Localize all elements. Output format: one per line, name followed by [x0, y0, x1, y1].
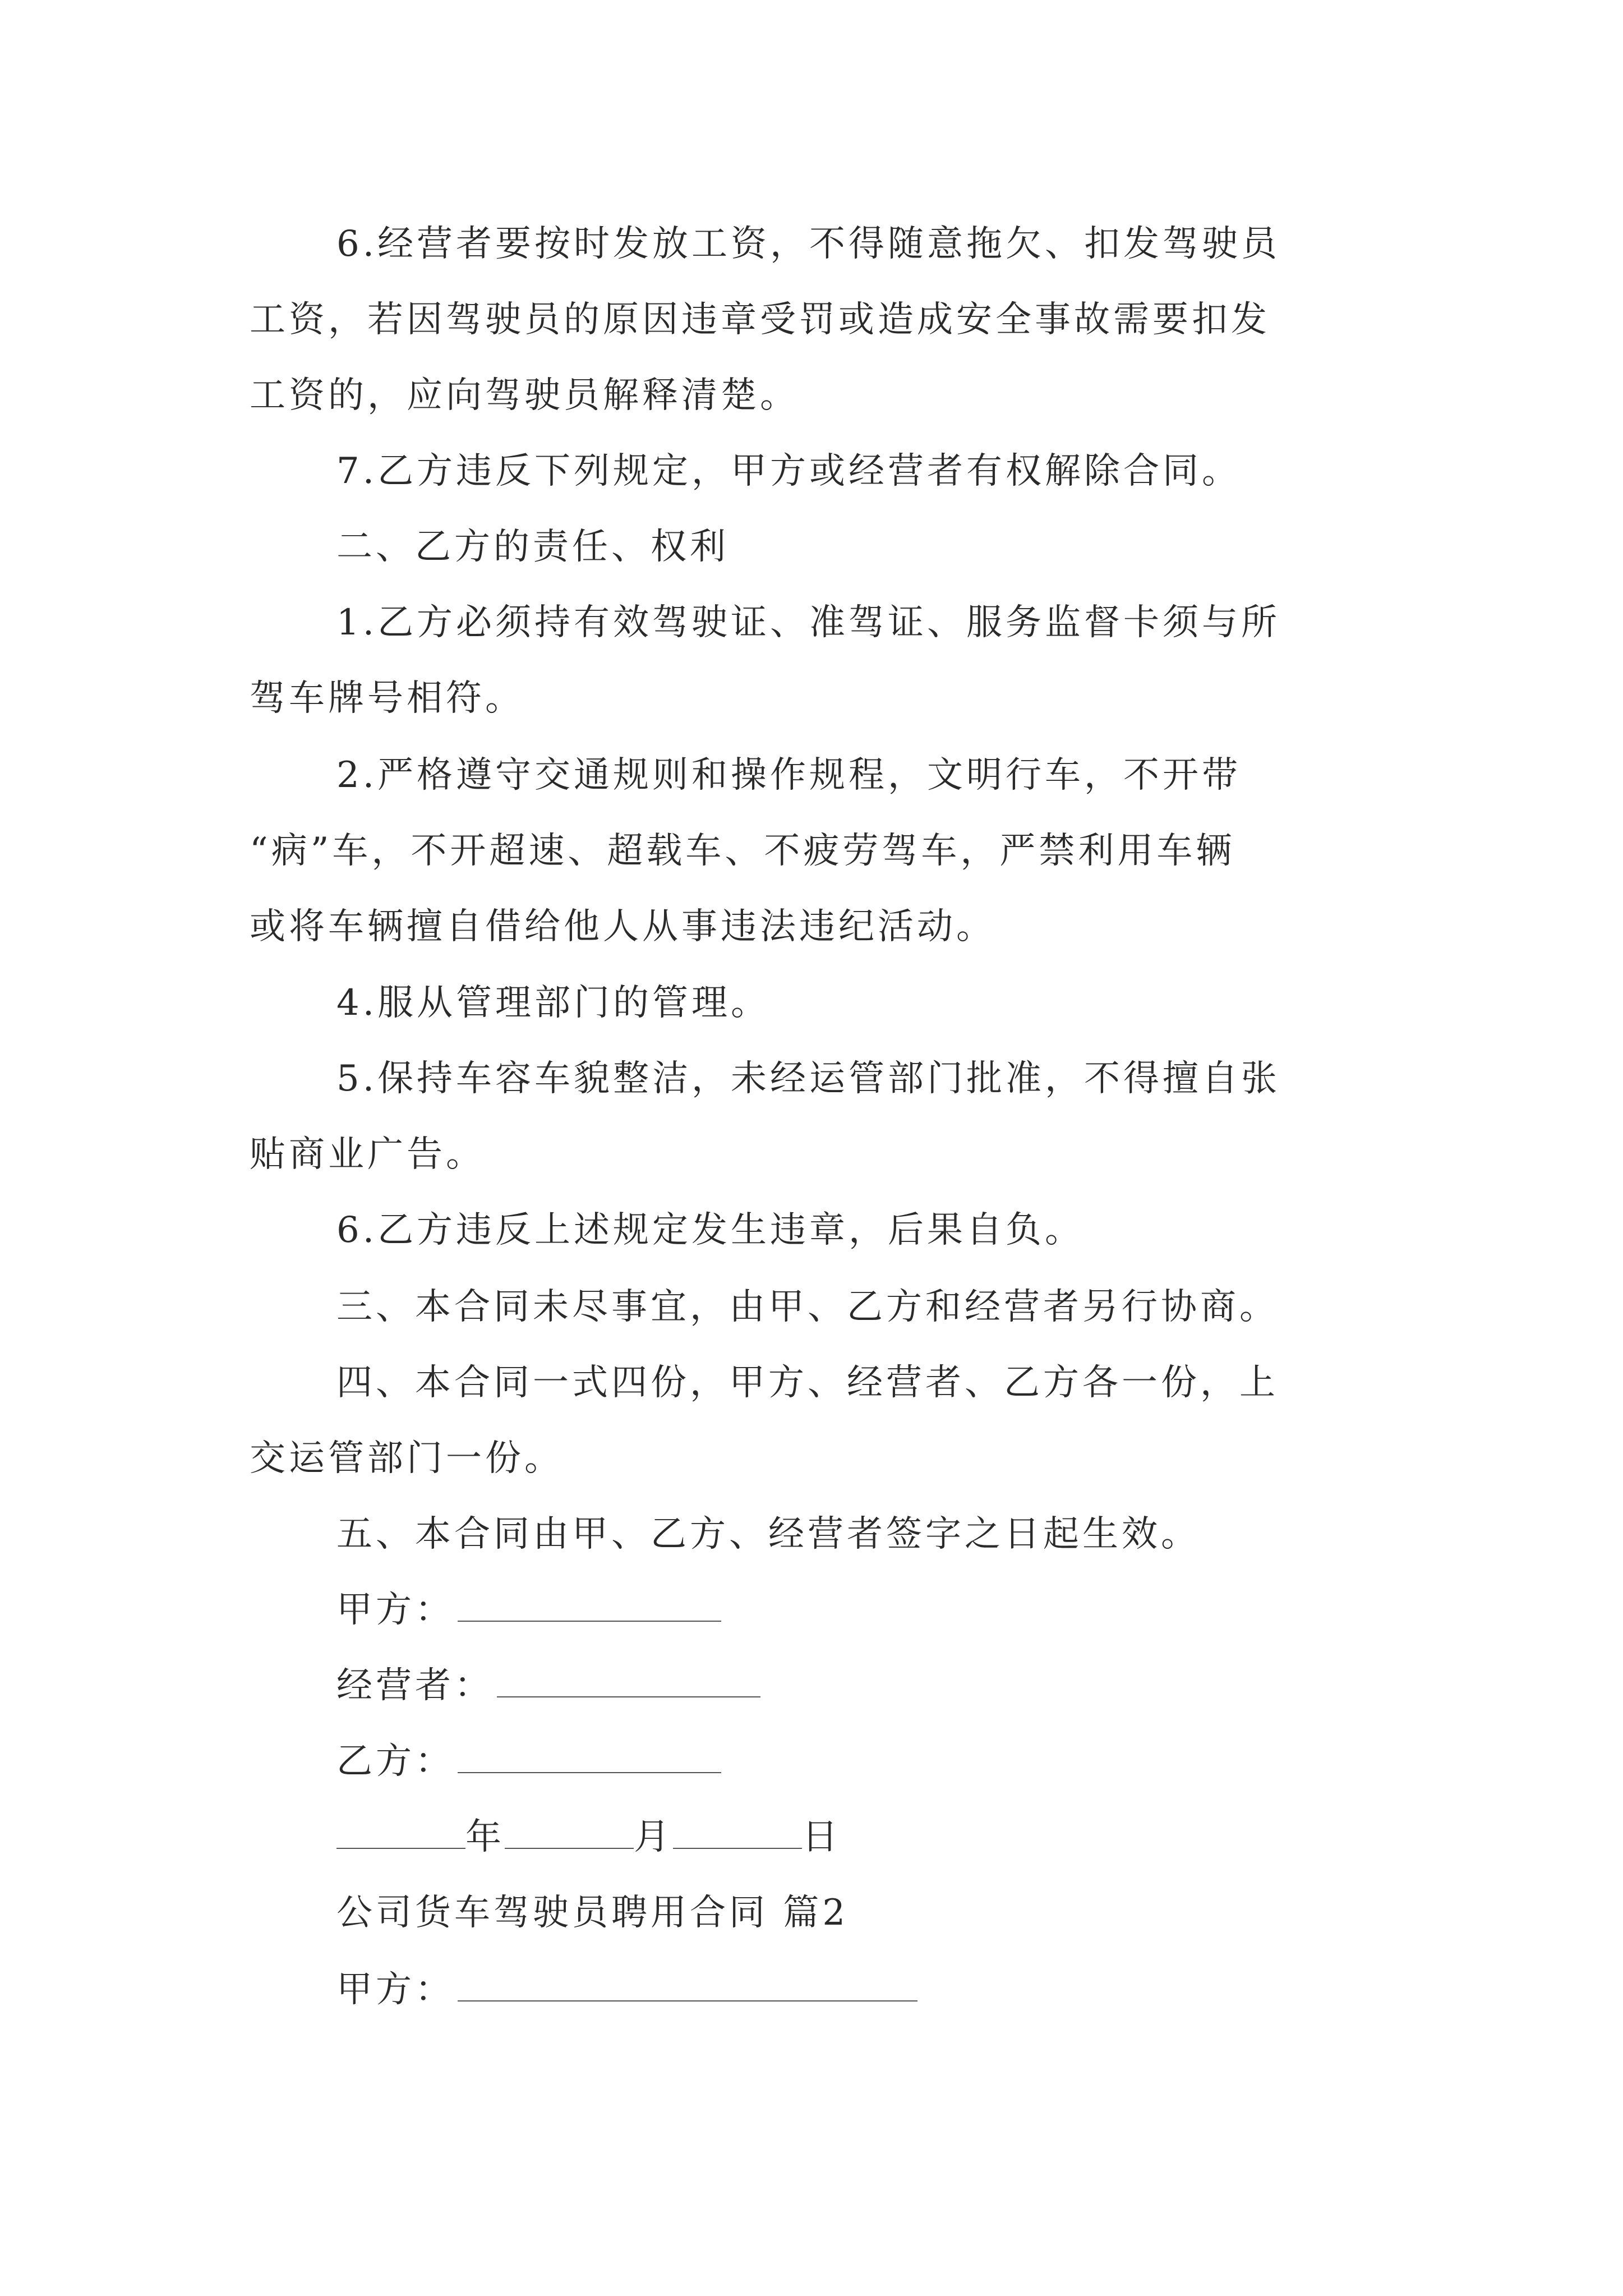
section-heading-4: 四、本合同一式四份，甲方、经营者、乙方各一份，上	[336, 1362, 1279, 1404]
party-b-blank-line	[458, 1740, 721, 1773]
section-heading-3: 三、本合同未尽事宜，由甲、乙方和经营者另行协商。	[336, 1286, 1279, 1328]
party-a-blank-line	[458, 1588, 721, 1622]
section-heading-2: 二、乙方的责任、权利	[336, 526, 729, 568]
body-line-10: 或将车辆擅自借给他人从事违法违纪活动。	[250, 906, 995, 947]
body-line-12: 5.保持车容车貌整洁，未经运管部门批准，不得擅自张	[336, 1058, 1281, 1099]
next-party-a-label: 甲方：	[336, 1969, 454, 2010]
next-signature-party-a	[336, 1967, 917, 2012]
body-line-2: 工资，若因驾驶员的原因违章受罚或造成安全事故需要扣发	[250, 299, 1270, 341]
next-party-a-blank-line	[458, 1968, 917, 2001]
signature-operator	[336, 1663, 760, 1708]
body-line-11: 4.服从管理部门的管理。	[336, 982, 771, 1024]
month-label: 月	[634, 1816, 673, 1858]
body-line-9: “病”车，不开超速、超载车、不疲劳驾车，严禁利用车辆	[250, 830, 1235, 872]
body-line-8: 2.严格遵守交通规则和操作规程，文明行车，不开带	[336, 754, 1242, 796]
signature-party-b	[336, 1739, 721, 1784]
year-blank-line	[336, 1815, 465, 1849]
day-blank-line	[673, 1815, 802, 1849]
signature-party-a	[336, 1588, 721, 1632]
body-line-7: 驾车牌号相符。	[250, 678, 524, 719]
body-line-6: 1.乙方必须持有效驾驶证、准驾证、服务监督卡须与所	[336, 602, 1281, 643]
body-line-3: 工资的，应向驾驶员解释清楚。	[250, 375, 799, 416]
operator-label: 经营者：	[336, 1665, 494, 1706]
operator-blank-line	[497, 1664, 760, 1697]
body-line-1: 6.经营者要按时发放工资，不得随意拖欠、扣发驾驶员	[336, 223, 1281, 265]
section-heading-5: 五、本合同由甲、乙方、经营者签字之日起生效。	[336, 1513, 1200, 1555]
section-title: 公司货车驾驶员聘用合同 篇2	[336, 1892, 849, 1934]
body-line-4: 7.乙方违反下列规定，甲方或经营者有权解除合同。	[336, 450, 1242, 492]
party-b-label: 乙方：	[336, 1741, 454, 1782]
month-blank-line	[505, 1815, 634, 1849]
party-a-label: 甲方：	[336, 1589, 454, 1631]
body-line-17: 交运管部门一份。	[250, 1438, 564, 1479]
year-label: 年	[465, 1816, 505, 1858]
day-label: 日	[802, 1816, 841, 1858]
body-line-13: 贴商业广告。	[250, 1134, 485, 1175]
body-line-14: 6.乙方违反上述规定发生违章，后果自负。	[336, 1209, 1085, 1251]
signature-date	[336, 1815, 841, 1860]
